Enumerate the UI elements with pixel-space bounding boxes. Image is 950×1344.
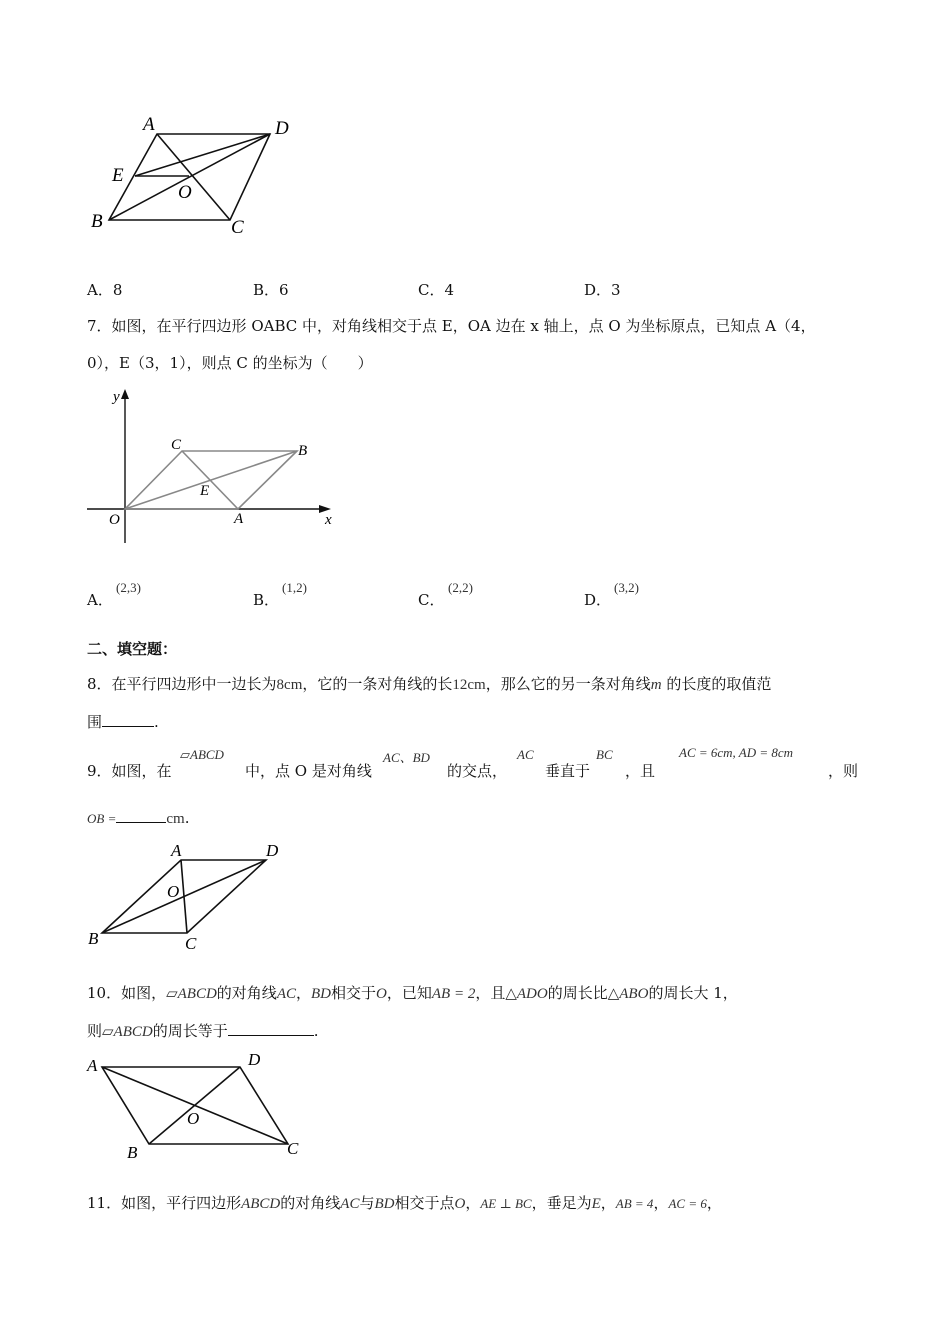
- diagonal-bd: [149, 1067, 240, 1144]
- label-o: O: [178, 182, 192, 203]
- label-d: D: [248, 1050, 261, 1069]
- q8-answer-blank[interactable]: [102, 712, 154, 727]
- y-arrow: [121, 389, 129, 399]
- diagonal-ac: [157, 134, 230, 220]
- label-o: O: [167, 882, 180, 901]
- q8-stem-line1: 8．在平行四边形中一边长为8cm，它的一条对角线的长12cm，那么它的另一条对角线m 的长度的取值范: [87, 675, 772, 693]
- q9-math-condition: AC = 6cm, AD = 8cm: [679, 745, 794, 760]
- q6-option-c[interactable]: C．4: [418, 281, 455, 299]
- q7-option-d-value: (3,2): [614, 580, 639, 595]
- q6-option-a[interactable]: A．8: [87, 281, 123, 299]
- q7-option-b[interactable]: B．: [253, 591, 280, 609]
- label-e: E: [112, 165, 124, 186]
- q9-text-3: 的交点，: [447, 762, 508, 780]
- q7-option-a-value: (2,3): [116, 580, 141, 595]
- label-x: x: [325, 512, 332, 528]
- diagonal-ac: [182, 451, 238, 509]
- q6-option-d[interactable]: D．3: [584, 281, 621, 299]
- label-b: B: [91, 211, 103, 232]
- label-b: B: [127, 1143, 138, 1162]
- q9-math-ac-bd: AC、BD: [383, 750, 430, 765]
- label-b: B: [88, 929, 99, 948]
- q6-option-b[interactable]: B．6: [253, 281, 289, 299]
- label-c: C: [231, 217, 244, 238]
- label-b: B: [298, 443, 308, 459]
- q7-stem-line1: 7．如图，在平行四边形 OABC 中，对角线相交于点 E，OA 边在 x 轴上，点 O 为坐标原点，已知点 A（4，: [87, 317, 816, 335]
- q10-stem-line1: 10．如图，▱ABCD的对角线AC，BD相交于O，已知AB = 2，且△ADO的周长比△ABO的周长大 1，: [87, 984, 738, 1002]
- figure-q6: [85, 110, 305, 240]
- label-a: A: [87, 1056, 98, 1075]
- figure-q9: [85, 838, 295, 953]
- q9-stem-line2: OB = cm.: [87, 809, 190, 827]
- label-o: O: [109, 512, 120, 528]
- q7-option-d[interactable]: D．: [584, 591, 612, 609]
- q9-math-abcd: ▱ABCD: [180, 747, 224, 762]
- q7-option-b-value: (1,2): [282, 580, 307, 595]
- q10-stem-line2: 则▱ABCD的周长等于 .: [87, 1022, 319, 1040]
- q9-text-4: 垂直于: [545, 762, 591, 780]
- q9-answer-blank[interactable]: [116, 808, 166, 823]
- label-o: O: [187, 1109, 200, 1128]
- q7-stem-line2: 0），E（3，1），则点 C 的坐标为（ ）: [87, 354, 373, 372]
- label-a: A: [234, 511, 244, 527]
- label-d: D: [275, 118, 289, 139]
- label-d: D: [266, 841, 279, 860]
- q9-math-ac: AC: [517, 747, 534, 762]
- q9-text-5: ，且: [625, 762, 656, 780]
- figure-q10: [85, 1045, 315, 1165]
- q9-text-1: 9．如图，在: [87, 762, 172, 780]
- q8-stem-line2: 围 .: [87, 713, 159, 731]
- label-y: y: [113, 389, 120, 405]
- q9-text-6: ，则: [828, 762, 859, 780]
- diagonal-bd: [102, 860, 266, 933]
- q11-stem-line1: 11．如图，平行四边形ABCD的对角线AC与BD相交于点O，AE ⊥ BC，垂足为E，AB = 4，AC = 6，: [87, 1194, 722, 1212]
- label-c: C: [287, 1139, 299, 1158]
- figure-q7: [85, 385, 345, 550]
- q7-option-c[interactable]: C．: [418, 591, 445, 609]
- q7-option-a[interactable]: A．: [87, 591, 113, 609]
- q9-math-bc: BC: [596, 747, 613, 762]
- label-e: E: [200, 483, 210, 499]
- q10-answer-blank[interactable]: [228, 1021, 314, 1036]
- label-c: C: [185, 934, 197, 953]
- label-c: C: [171, 437, 182, 453]
- q7-option-c-value: (2,2): [448, 580, 473, 595]
- label-a: A: [171, 841, 182, 860]
- label-a: A: [143, 114, 155, 135]
- section-fill-in-title: 二、填空题：: [87, 640, 178, 658]
- q9-text-2: 中，点 O 是对角线: [245, 762, 372, 780]
